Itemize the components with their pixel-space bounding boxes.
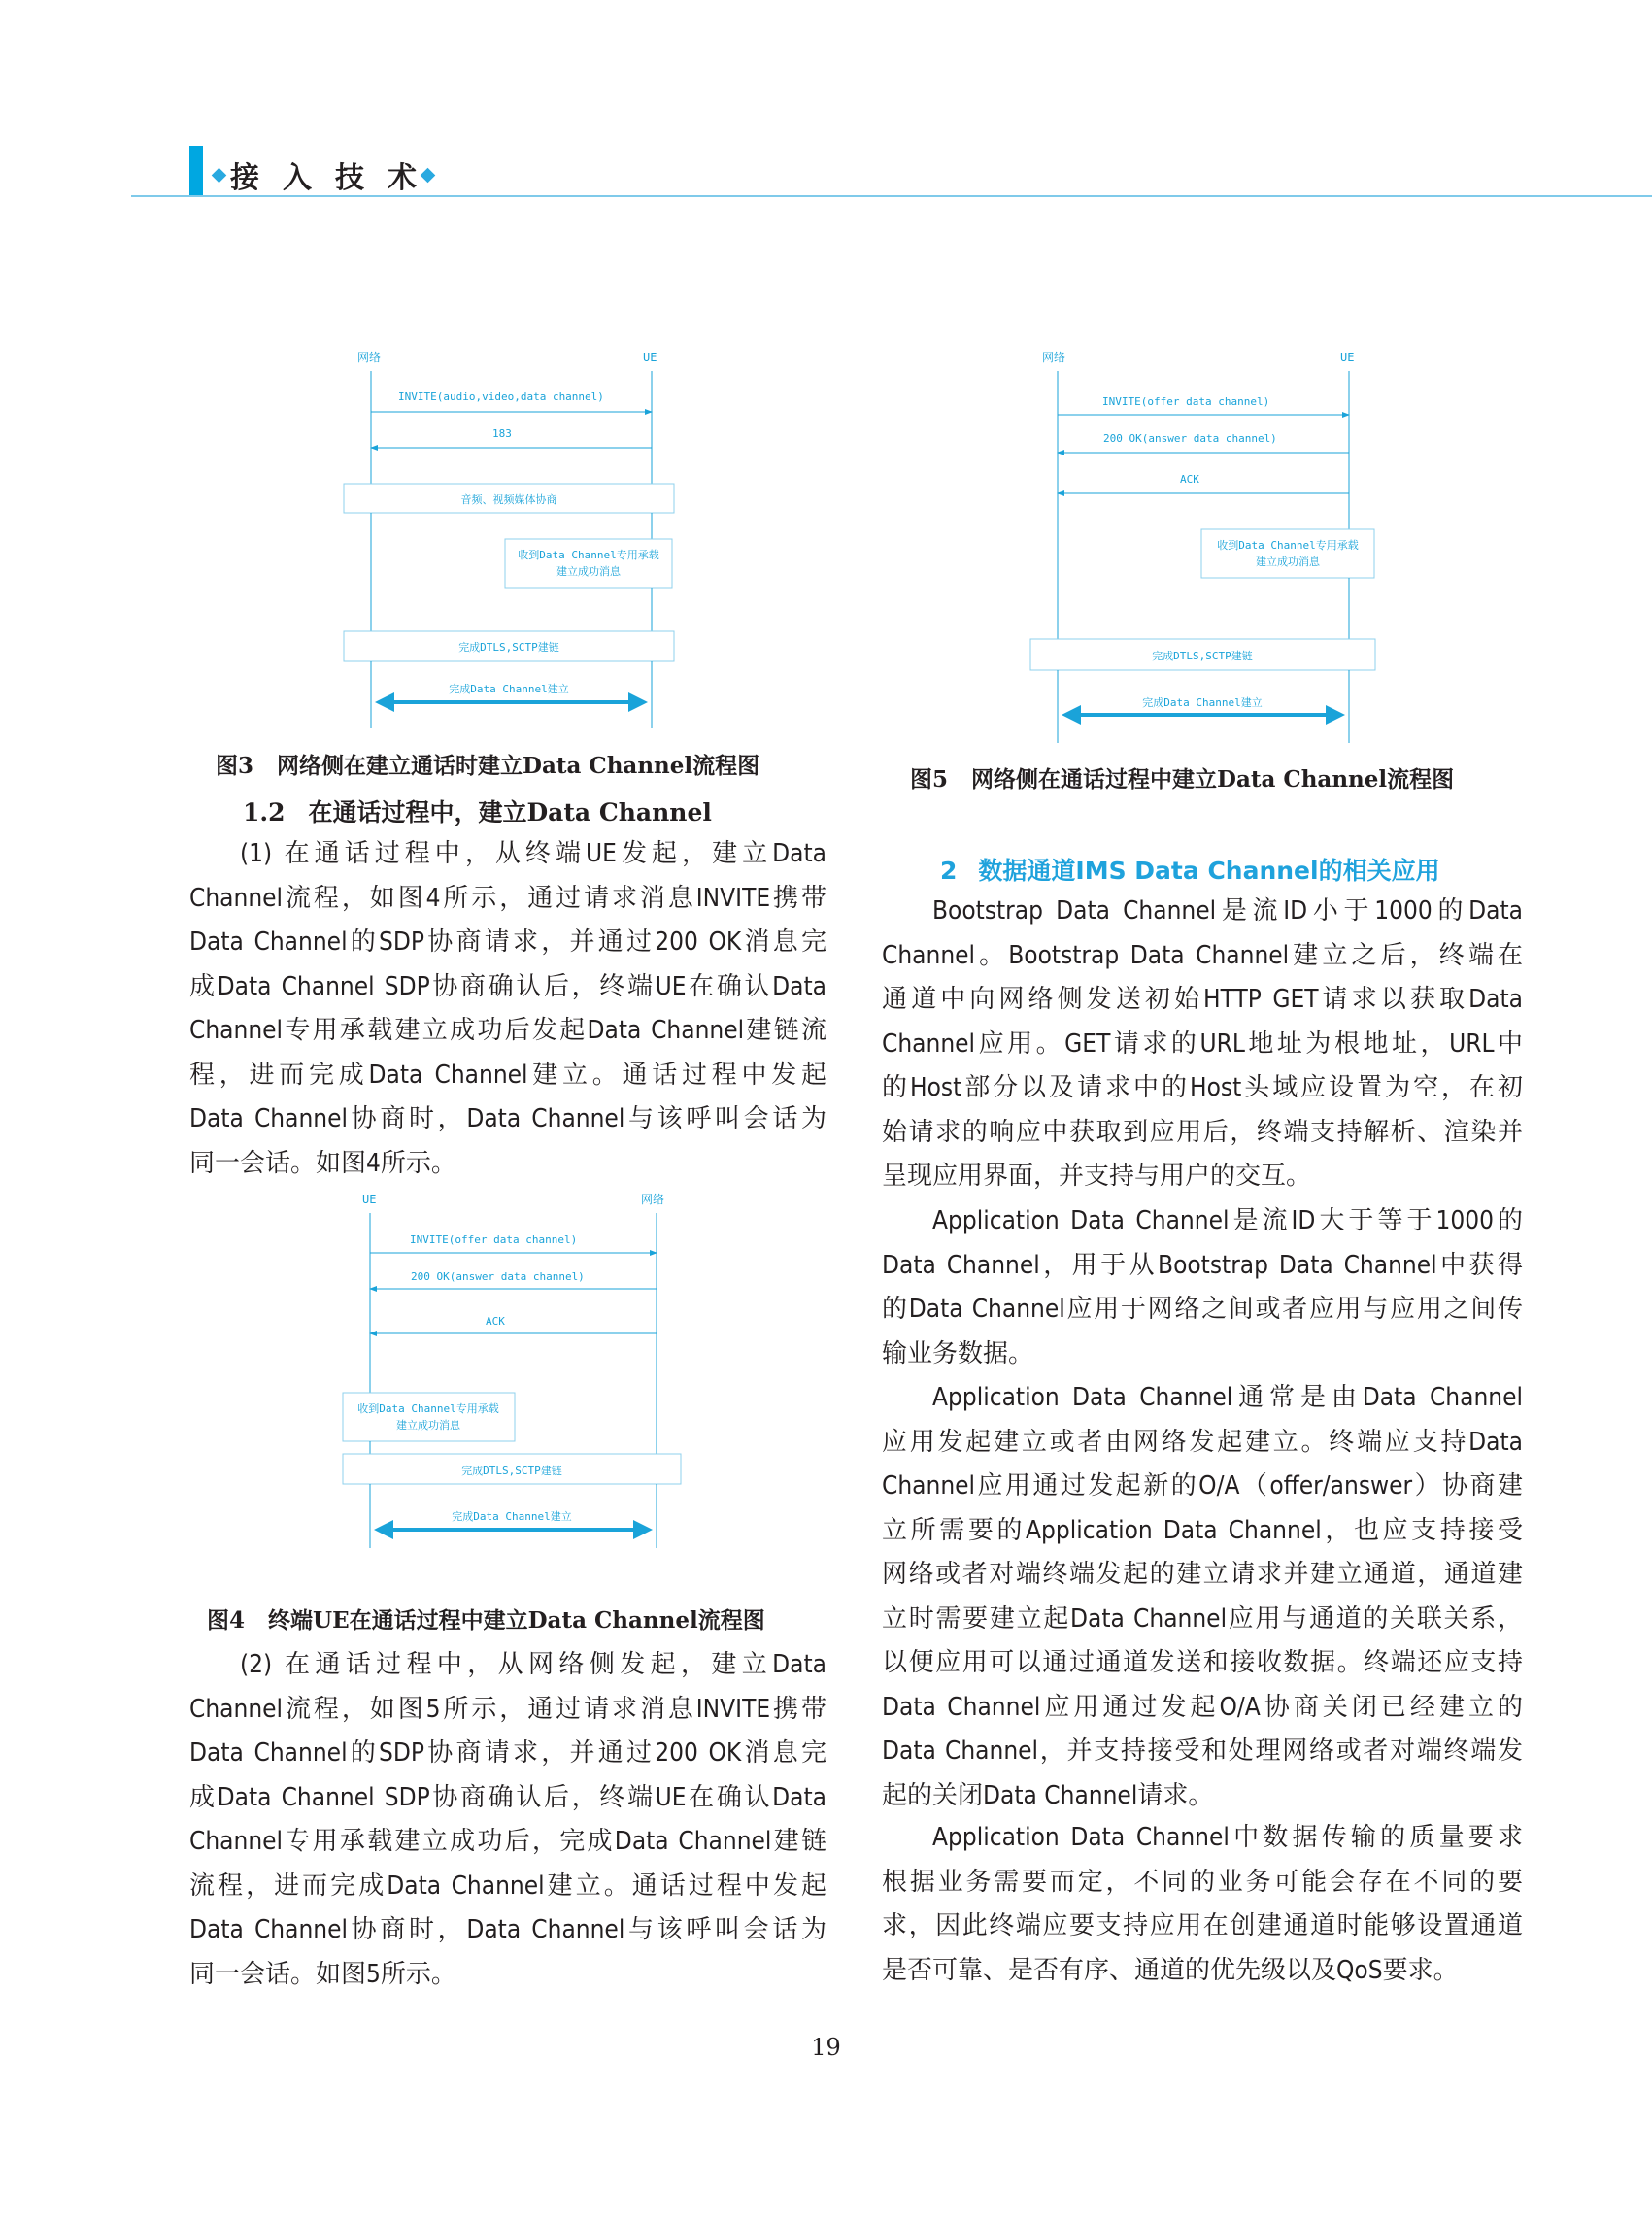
final-label: 完成Data Channel建立: [449, 683, 569, 695]
subsection-title: 在通话过程中，建立Data Channel: [308, 798, 712, 826]
section-number: 2: [940, 857, 958, 885]
text-line: Channel流程，如图4所示，通过请求消息INVITE携带: [189, 883, 826, 913]
caption-text: 网络侧在建立通话时建立Data Channel流程图: [277, 753, 760, 779]
text-line: 成Data Channel SDP协商确认后，终端UE在确认Data: [189, 971, 826, 1001]
diamond-icon: [421, 167, 436, 183]
process-box-label: 完成DTLS,SCTP建链: [458, 641, 559, 654]
section-title-char: 技: [335, 161, 364, 195]
text-line: 同一会话。如图5所示。: [189, 1959, 456, 1989]
message-label: ACK: [1180, 473, 1199, 486]
actor-right: UE: [1340, 351, 1355, 364]
section-title: 数据通道IMS Data Channel的相关应用: [978, 857, 1440, 885]
caption-number: 图4: [207, 1607, 246, 1634]
message-label: INVITE(offer data channel): [410, 1233, 578, 1246]
paragraph-qos: [882, 1816, 1523, 1993]
text-line: Data Channel协商时，Data Channel与该呼叫会话为: [189, 1104, 826, 1133]
text-line: 是否可靠、是否有序、通道的优先级以及QoS要求。: [882, 1955, 1459, 1985]
bearer-box: [1201, 529, 1374, 578]
text-line: Data Channel，用于从Bootstrap Data Channel中获得: [882, 1250, 1523, 1280]
bearer-box-line2: 建立成功消息: [556, 565, 621, 578]
bearer-box-line1: 收到Data Channel专用承载: [357, 1402, 499, 1415]
text-line: 立所需要的Application Data Channel，也应支持接受: [882, 1515, 1523, 1545]
text-line: 应用发起建立或者由网络发起建立。终端应支持Data: [882, 1427, 1523, 1457]
caption-text: 终端UE在通话过程中建立Data Channel流程图: [268, 1607, 765, 1634]
text-line: 同一会话。如图4所示。: [189, 1148, 456, 1178]
message-label: 200 OK(answer data channel): [411, 1270, 585, 1283]
bearer-box-line1: 收到Data Channel专用承载: [1217, 539, 1359, 552]
final-label: 完成Data Channel建立: [1142, 696, 1263, 709]
running-header: [0, 0, 1652, 204]
paragraph-application-setup: [882, 1376, 1523, 1818]
diamond-icon: [212, 167, 227, 183]
text-line: 的Data Channel应用于网络之间或者应用与应用之间传: [882, 1295, 1523, 1324]
text-line: Data Channel，并支持接受和处理网络或者对端终端发: [882, 1736, 1523, 1766]
message-label: ACK: [486, 1315, 505, 1328]
text-line: Channel。Bootstrap Data Channel建立之后，终端在: [882, 940, 1523, 970]
process-box-label: 音频、视频媒体协商: [460, 493, 557, 506]
figure-3-sequence-diagram: [330, 345, 690, 733]
text-line: 的Host部分以及请求中的Host头域应设置为空，在初: [882, 1073, 1523, 1102]
text-line: Channel专用承载建立成功后发起Data Channel建链流: [189, 1016, 826, 1045]
text-line: (2) 在通话过程中，从网络侧发起，建立Data: [240, 1650, 826, 1679]
text-line: 通道中向网络侧发送初始HTTP GET请求以获取Data: [882, 985, 1523, 1014]
text-line: Application Data Channel是流ID大于等于1000的: [932, 1206, 1523, 1235]
text-line: 成Data Channel SDP协商确认后，终端UE在确认Data: [189, 1782, 826, 1812]
text-line: Bootstrap Data Channel是流ID小于1000的Data: [932, 896, 1523, 926]
message-label: INVITE(offer data channel): [1102, 395, 1270, 408]
actor-left: UE: [362, 1193, 377, 1206]
caption-number: 图3: [216, 753, 254, 779]
process-box-label: 完成DTLS,SCTP建链: [1152, 650, 1253, 662]
header-divider: [131, 195, 1652, 197]
paragraph-1: [189, 832, 826, 1186]
text-line: Data Channel的SDP协商请求，并通过200 OK消息完: [189, 1738, 826, 1768]
bearer-box-line2: 建立成功消息: [396, 1419, 460, 1432]
text-line: Channel应用通过发起新的O/A（offer/answer）协商建: [882, 1471, 1523, 1500]
section-heading: [940, 852, 1440, 887]
section-title-char: 入: [283, 161, 312, 195]
text-line: 程，进而完成Data Channel建立。通话过程中发起: [189, 1060, 826, 1090]
process-box-label: 完成DTLS,SCTP建链: [461, 1465, 562, 1477]
text-line: 流程，进而完成Data Channel建立。通话过程中发起: [189, 1871, 826, 1901]
text-line: Channel专用承载建立成功后，完成Data Channel建链: [189, 1827, 826, 1856]
text-line: 始请求的响应中获取到应用后，终端支持解析、渲染并: [882, 1117, 1523, 1147]
text-line: (1) 在通话过程中，从终端UE发起，建立Data: [240, 839, 826, 868]
header-accent-bar: [189, 146, 203, 196]
message-label: 183: [492, 427, 512, 440]
text-line: Channel应用。GET请求的URL地址为根地址，URL中: [882, 1028, 1523, 1059]
text-line: Data Channel应用通过发起O/A协商关闭已经建立的: [882, 1692, 1523, 1722]
figure-4-caption: [207, 1602, 765, 1635]
caption-text: 网络侧在通话过程中建立Data Channel流程图: [971, 766, 1455, 792]
text-line: Application Data Channel通常是由Data Channel: [932, 1383, 1523, 1412]
paragraph-application-id: [882, 1199, 1523, 1376]
actor-right: UE: [643, 351, 657, 364]
section-title-char: 接: [230, 161, 259, 195]
paragraph-bootstrap: [882, 890, 1523, 1199]
message-label: 200 OK(answer data channel): [1103, 432, 1277, 445]
section-title-char: 术: [388, 161, 417, 195]
text-line: 起的关闭Data Channel请求。: [882, 1780, 1214, 1810]
text-line: Application Data Channel中数据传输的质量要求: [932, 1823, 1523, 1852]
figure-4-sequence-diagram: [330, 1187, 690, 1575]
figure-5-sequence-diagram: [1025, 345, 1384, 753]
bearer-box: [343, 1393, 515, 1441]
text-line: Data Channel协商时，Data Channel与该呼叫会话为: [189, 1915, 826, 1944]
bearer-box-line1: 收到Data Channel专用承载: [518, 549, 659, 561]
text-line: 输业务数据。: [882, 1338, 1034, 1368]
caption-number: 图5: [910, 766, 949, 792]
text-line: 呈现应用界面，并支持与用户的交互。: [882, 1162, 1312, 1191]
bearer-box: [505, 539, 672, 588]
actor-left: 网络: [357, 351, 382, 364]
final-label: 完成Data Channel建立: [452, 1510, 572, 1523]
text-line: 网络或者对端终端发起的建立请求并建立通道，通道建: [882, 1560, 1523, 1589]
bearer-box-line2: 建立成功消息: [1256, 556, 1320, 568]
text-line: 求，因此终端应要支持应用在创建通道时能够设置通道: [882, 1911, 1523, 1940]
figure-5-caption: [910, 761, 1454, 793]
section-title: [208, 155, 439, 194]
actor-left: 网络: [1042, 351, 1066, 364]
paragraph-2: [189, 1643, 826, 1997]
text-line: 以便应用可以通过通道发送和接收数据。终端还应支持: [882, 1648, 1523, 1677]
subsection-number: 1.2: [243, 798, 286, 826]
text-line: 立时需要建立起Data Channel应用与通道的关联关系，: [882, 1603, 1523, 1634]
subsection-heading: [243, 793, 712, 828]
text-line: Channel流程，如图5所示，通过请求消息INVITE携带: [189, 1694, 826, 1724]
actor-right: 网络: [641, 1193, 665, 1206]
text-line: 根据业务需要而定，不同的业务可能会存在不同的要: [882, 1867, 1523, 1897]
text-line: Data Channel的SDP协商请求，并通过200 OK消息完: [189, 927, 826, 957]
message-label: INVITE(audio,video,data channel): [398, 390, 604, 403]
page-number: 19: [811, 2034, 841, 2061]
figure-3-caption: [216, 748, 759, 780]
